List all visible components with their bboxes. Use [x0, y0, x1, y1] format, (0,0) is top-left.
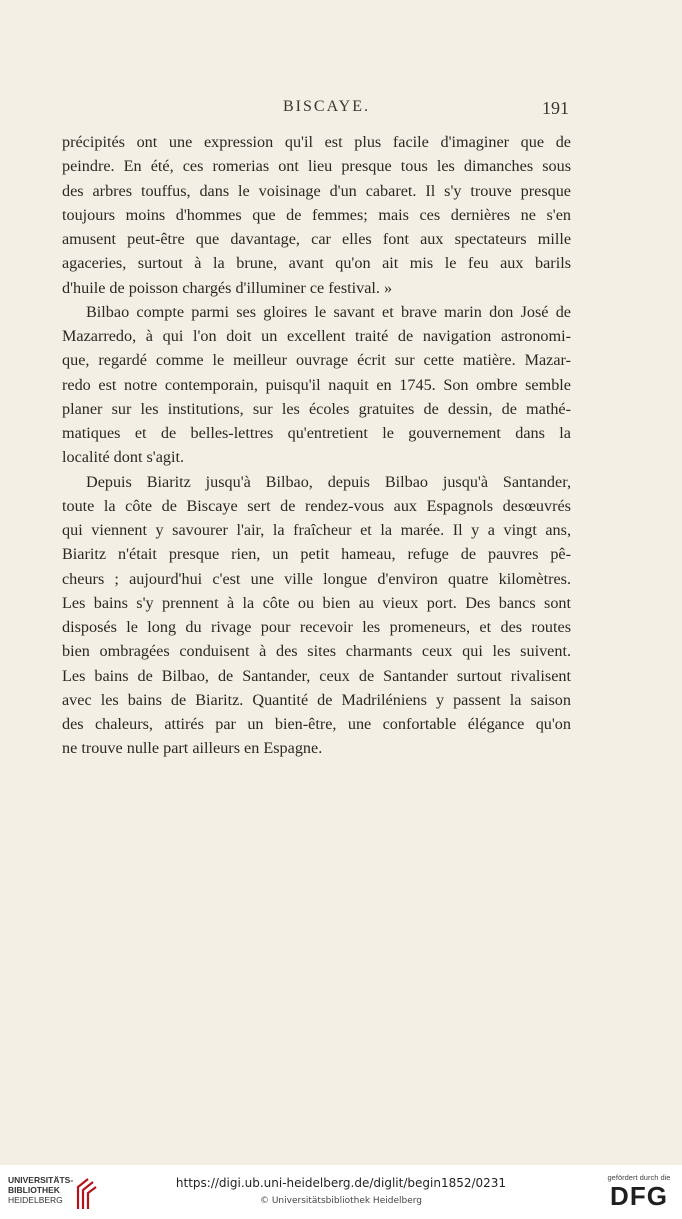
text-line: Depuis Biaritz jusqu'à Bilbao, depuis Bilbao jusqu'à Santander,	[86, 472, 571, 491]
text-line: toujours moins d'hommes que de femmes; mais ces dernières ne s'en	[62, 205, 571, 224]
permalink-url[interactable]: https://digi.ub.uni-heidelberg.de/diglit/begin1852/0231	[175, 1176, 507, 1190]
running-header	[0, 98, 682, 126]
copyright-notice	[0, 1196, 682, 1206]
text-line: redo est notre contemporain, puisqu'il naquit en 1745. Son ombre semble	[62, 375, 571, 394]
text-line: Biaritz n'était presque rien, un petit hameau, refuge de pauvres pê-	[62, 545, 571, 564]
text-line: précipités ont une expression qu'il est plus facile d'imaginer que de	[62, 133, 571, 151]
logo-line: HEIDELBERG	[8, 1195, 63, 1205]
logo-line: BIBLIOTHEK	[8, 1185, 60, 1195]
text-line: bien ombragées conduisent à des sites charmants ceux qui les suivent.	[62, 642, 571, 661]
text-line: matiques et de belles-lettres qu'entretient le gouvernement dans la	[62, 424, 571, 442]
text-line: avec les bains de Biaritz. Quantité de Madriléniens y passent la saison	[62, 690, 571, 709]
text-line: d'huile de poisson chargés d'illuminer ce festival. »	[62, 278, 393, 297]
page-number: 191	[542, 98, 569, 118]
text-line: planer sur les institutions, sur les écoles gratuites de dessin, de mathé-	[62, 399, 571, 418]
text-line: Les bains de Bilbao, de Santander, ceux de Santander surtout rivalisent	[62, 666, 571, 685]
copyright-text: © Universitätsbibliothek Heidelberg	[259, 1196, 422, 1206]
text-line: peindre. En été, ces romerias ont lieu presque tous les dimanches sous	[62, 157, 571, 176]
text-line: ne trouve nulle part ailleurs en Espagne.	[62, 739, 323, 758]
text-line: Bilbao compte parmi ses gloires le savant et brave marin don José de	[86, 302, 571, 321]
header-title: BISCAYE.	[283, 98, 370, 115]
text-line: cheurs ; aujourd'hui c'est une ville longue d'environ quatre kilomètres.	[62, 569, 571, 588]
text-line: Mazarredo, à qui l'on doit un excellent traité de navigation astronomi-	[62, 327, 571, 345]
text-line: disposés le long du rivage pour recevoir les promeneurs, et des routes	[62, 618, 571, 636]
text-line: amusent peut-être que davantage, car elles font aux spectateurs mille	[62, 230, 571, 248]
viewer-footer	[0, 1165, 682, 1219]
text-line: que, regardé comme le meilleur ouvrage écrit sur cette matière. Mazar-	[62, 351, 571, 370]
text-line: des arbres touffus, dans le voisinage d'un cabaret. Il s'y trouve presque	[62, 181, 571, 200]
dfg-logo[interactable]	[606, 1173, 672, 1210]
dfg-label: DFG	[610, 1181, 668, 1211]
logo-line: UNIVERSITÄTS-	[8, 1175, 74, 1185]
text-line: des chaleurs, attirés par un bien-être, une confortable élégance qu'on	[62, 715, 571, 733]
body-text	[62, 130, 571, 761]
text-line: toute la côte de Biscaye sert de rendez-vous aux Espagnols desœuvrés	[62, 496, 571, 515]
dfg-note: gefördert durch die	[607, 1173, 671, 1182]
text-line: localité dont s'agit.	[62, 448, 185, 467]
text-line: agaceries, surtout à la brune, avant qu'on ait mis le feu aux barils	[62, 254, 571, 273]
text-line: qui viennent y savourer l'air, la fraîcheur et la marée. Il y a vingt ans,	[62, 521, 571, 539]
text-line: Les bains s'y prennent à la côte ou bien au vieux port. Des bancs sont	[62, 593, 571, 612]
